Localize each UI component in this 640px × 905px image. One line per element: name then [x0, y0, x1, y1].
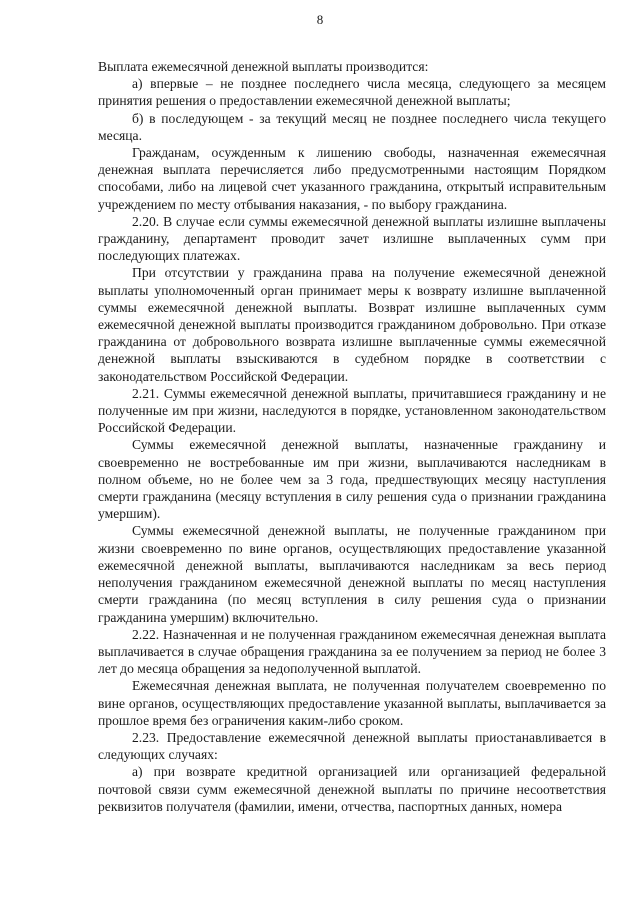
- clause-a-first-payment: а) впервые – не позднее последнего числа месяца, следующего за месяцем принятия решения о предоставлении ежемесячной денежной выплаты;: [98, 76, 606, 109]
- section-2-22-paragraph: 2.22. Назначенная и не полученная гражданином ежемесячная денежная выплата выплачивается в случае обращения гражданина за ее получением за период не более 3 лет до месяца обращения за недополученной выплатой.: [98, 626, 606, 677]
- refund-paragraph: При отсутствии у гражданина права на получение ежемесячной денежной выплаты уполномоченный орган принимает меры к возврату излишне выплаченной суммы ежемесячной денежной выплаты. Возврат излишне выплаченных сумм ежемесячной денежной выплаты производится гражданином добровольно. При отказе гражданина от добровольного возврата излишне выплаченные суммы ежемесячной денежной выплаты взыскиваются в судебном порядке в соответствии с законодательством Российской Федерации.: [98, 265, 606, 384]
- section-2-21-paragraph: 2.21. Суммы ежемесячной денежной выплаты, причитавшиеся гражданину и не полученные им при жизни, наследуются в порядке, установленном законодательством Российской Федерации.: [98, 385, 606, 436]
- payment-intro-paragraph: Выплата ежемесячной денежной выплаты производится:: [98, 59, 429, 74]
- document-body: [98, 58, 606, 815]
- convicted-citizens-paragraph: Гражданам, осужденным к лишению свободы, назначенная ежемесячная денежная выплата перечисляется либо предусмотренными настоящим Порядком способами, либо на лицевой счет указанного гражданина, открытый исправительным учреждением по месту отбывания наказания, - по выбору гражданина.: [98, 145, 606, 212]
- heirs-fault-of-authorities-paragraph: Суммы ежемесячной денежной выплаты, не полученные гражданином при жизни своевременно по вине органов, осуществляющих предоставление указанной ежемесячной денежной выплаты, выплачиваются наследникам за весь период неполучения гражданином ежемесячной денежной выплаты по месяц наступления смерти гражданина (по месяц вступления в силу решения суда о признании гражданина умершим) включительно.: [98, 523, 606, 625]
- section-2-20-paragraph: 2.20. В случае если суммы ежемесячной денежной выплаты излишне выплачены гражданину, департамент проводит зачет излишне выплаченных сумм при последующих платежах.: [98, 213, 606, 264]
- heirs-unclaimed-paragraph: Суммы ежемесячной денежной выплаты, назначенные гражданину и своевременно не востребованные им при жизни, выплачиваются наследникам в полном объеме, но не более чем за 3 года, предшествующих месяцу наступления смерти гражданина (месяцу вступления в силу решения суда о признании гражданина умершим).: [98, 437, 606, 522]
- clause-b-subsequent-payment: б) в последующем - за текущий месяц не позднее последнего числа текущего месяца.: [98, 110, 606, 143]
- unlimited-term-paragraph: Ежемесячная денежная выплата, не полученная получателем своевременно по вине органов, осуществляющих предоставление указанной выплаты, выплачивается за прошлое время без ограничения каким-либо сроком.: [98, 678, 606, 728]
- suspension-clause-a: а) при возврате кредитной организацией или организацией федеральной почтовой связи сумм ежемесячной денежной выплаты по причине несоответствия реквизитов получателя (фамилии, имени, отчества, паспортных данных, номера: [98, 764, 606, 814]
- section-2-23-paragraph: 2.23. Предоставление ежемесячной денежной выплаты приостанавливается в следующих случаях:: [98, 729, 606, 763]
- page-number: 8: [316, 12, 324, 27]
